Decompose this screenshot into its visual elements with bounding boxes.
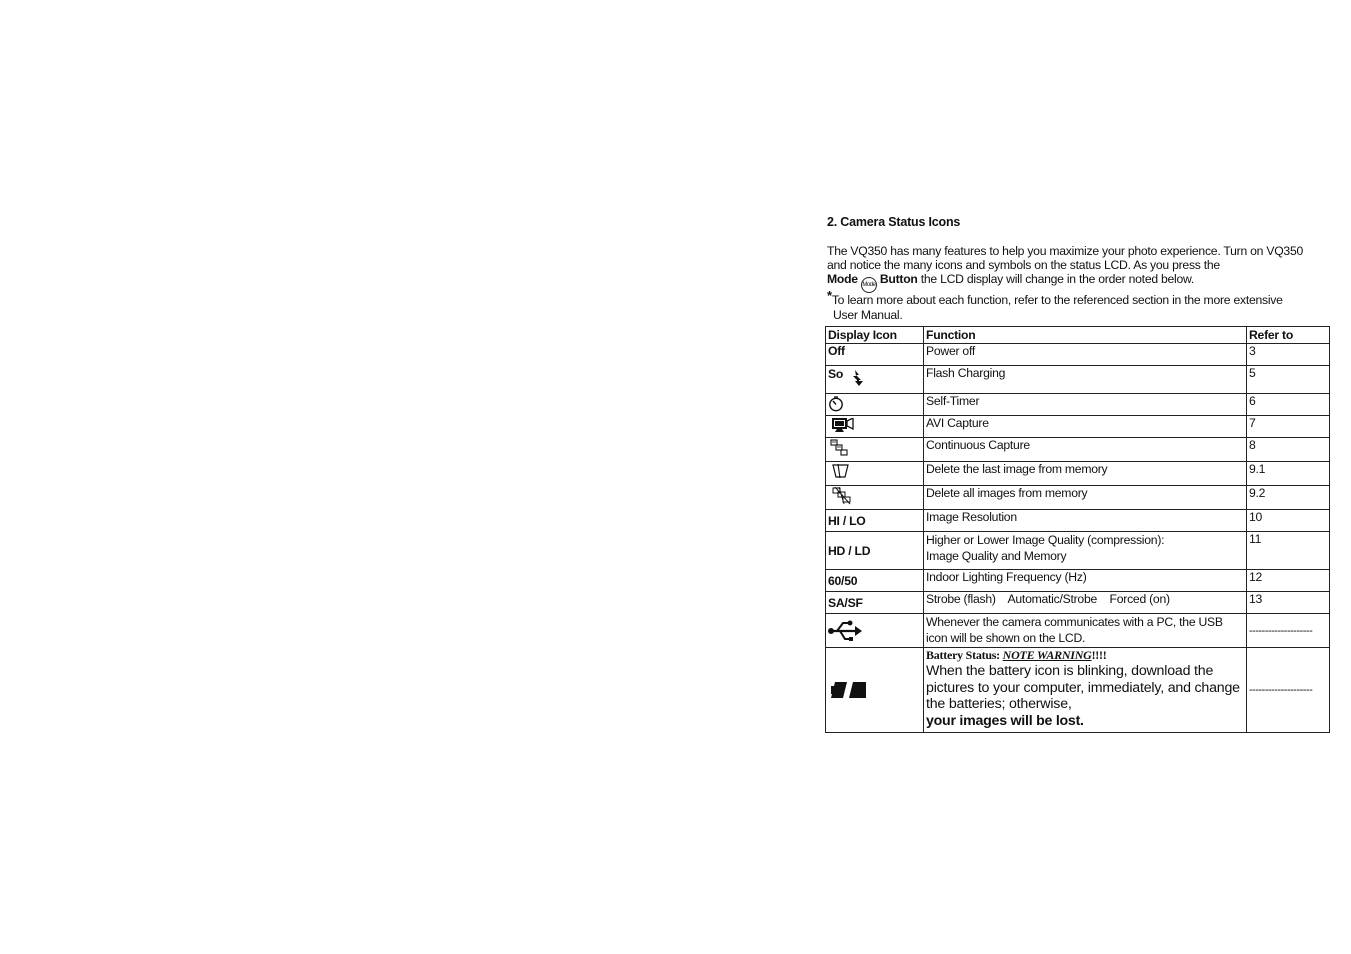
table-row	[826, 570, 1330, 592]
function-cell	[924, 532, 1247, 570]
table-row	[826, 486, 1330, 510]
ref-cell: --------------------	[1247, 648, 1330, 733]
table-row	[826, 394, 1330, 416]
function-cell: Self-Timer	[924, 394, 1247, 416]
intro-paragraph	[827, 244, 1307, 322]
button-label: Button	[879, 272, 918, 287]
table-row	[826, 592, 1330, 614]
ref-cell: 9.1	[1247, 462, 1330, 486]
function-cell: Whenever the camera communicates with a PC, the USB icon will be shown on the LCD.	[924, 614, 1247, 648]
self-timer-icon	[828, 396, 844, 412]
icon-cell: HD / LD	[826, 532, 924, 570]
function-cell: Flash Charging	[924, 366, 1247, 394]
ref-cell: 5	[1247, 366, 1330, 394]
function-cell: Strobe (flash) Automatic/Strobe Forced (on)	[924, 592, 1247, 614]
function-cell: AVI Capture	[924, 416, 1247, 438]
function-cell: Image Resolution	[924, 510, 1247, 532]
icon-cell	[826, 366, 924, 394]
function-cell: Delete the last image from memory	[924, 462, 1247, 486]
ref-cell: 13	[1247, 592, 1330, 614]
warning-note: NOTE WARNING	[1002, 648, 1092, 662]
table-row	[826, 532, 1330, 570]
note-text-2: User Manual.	[833, 307, 903, 322]
icon-cell	[826, 648, 924, 733]
function-cell	[924, 648, 1247, 733]
intro-text: The VQ350 has many features to help you maximize your photo experience. Turn on VQ350 and notice the many icons and symbols on the status LCD. As you press the	[827, 244, 1304, 273]
function-cell: Continuous Capture	[924, 438, 1247, 462]
section-title: 2. Camera Status Icons	[827, 215, 961, 229]
ref-cell: 11	[1247, 532, 1330, 570]
table-row	[826, 416, 1330, 438]
warning-label: Battery Status:	[926, 648, 1000, 662]
ref-cell: 7	[1247, 416, 1330, 438]
icon-cell	[826, 462, 924, 486]
ref-cell: --------------------	[1247, 614, 1330, 648]
table-row	[826, 344, 1330, 366]
usb-icon	[828, 619, 864, 643]
battery-icon	[830, 681, 868, 699]
warning-bang: !!!!	[1091, 648, 1107, 662]
icon-cell: Off	[826, 344, 924, 366]
header-function: Function	[924, 327, 1247, 344]
icon-label: So	[828, 367, 844, 381]
mode-label: Mode	[827, 272, 858, 287]
icon-cell	[826, 438, 924, 462]
table-row	[826, 510, 1330, 532]
function-cell: Power off	[924, 344, 1247, 366]
delete-last-icon	[832, 463, 850, 479]
ref-cell: 10	[1247, 510, 1330, 532]
function-text: Higher or Lower Image Quality (compression):	[926, 533, 1165, 547]
icon-cell	[826, 614, 924, 648]
delete-all-icon	[832, 487, 854, 505]
function-cell: Indoor Lighting Frequency (Hz)	[924, 570, 1247, 592]
flash-icon	[853, 370, 865, 386]
ref-cell: 6	[1247, 394, 1330, 416]
icon-cell	[826, 394, 924, 416]
header-display-icon: Display Icon	[826, 327, 924, 344]
battery-warning-heading	[926, 648, 1244, 663]
intro-text-2: the LCD display will change in the order noted below.	[920, 272, 1195, 287]
table-row	[826, 366, 1330, 394]
note-line	[827, 288, 1283, 308]
ref-cell: 3	[1247, 344, 1330, 366]
table-row	[826, 614, 1330, 648]
note-text: To learn more about each function, refer to the referenced section in the more extensive	[831, 293, 1283, 308]
battery-warning-text: When the battery icon is blinking, download the pictures to your computer, immediately, and change the batteries; otherwise,	[926, 663, 1240, 712]
table-row	[826, 438, 1330, 462]
icon-cell	[826, 486, 924, 510]
table-row	[826, 462, 1330, 486]
header-refer-to: Refer to	[1247, 327, 1330, 344]
ref-cell: 8	[1247, 438, 1330, 462]
icon-cell	[826, 416, 924, 438]
status-icons-table	[825, 326, 1330, 733]
function-cell: Delete all images from memory	[924, 486, 1247, 510]
battery-warning-bold: your images will be lost.	[926, 712, 1084, 729]
function-text-2: Image Quality and Memory	[926, 549, 1067, 563]
icon-cell: 60/50	[826, 570, 924, 592]
table-row	[826, 648, 1330, 733]
table-header-row	[826, 327, 1330, 344]
continuous-capture-icon	[830, 439, 850, 457]
note-star: *	[827, 288, 832, 304]
video-camera-icon	[832, 418, 854, 433]
ref-cell: 9.2	[1247, 486, 1330, 510]
ref-cell: 12	[1247, 570, 1330, 592]
mode-button-icon: Mode	[861, 277, 877, 293]
icon-cell: HI / LO	[826, 510, 924, 532]
icon-cell: SA/SF	[826, 592, 924, 614]
